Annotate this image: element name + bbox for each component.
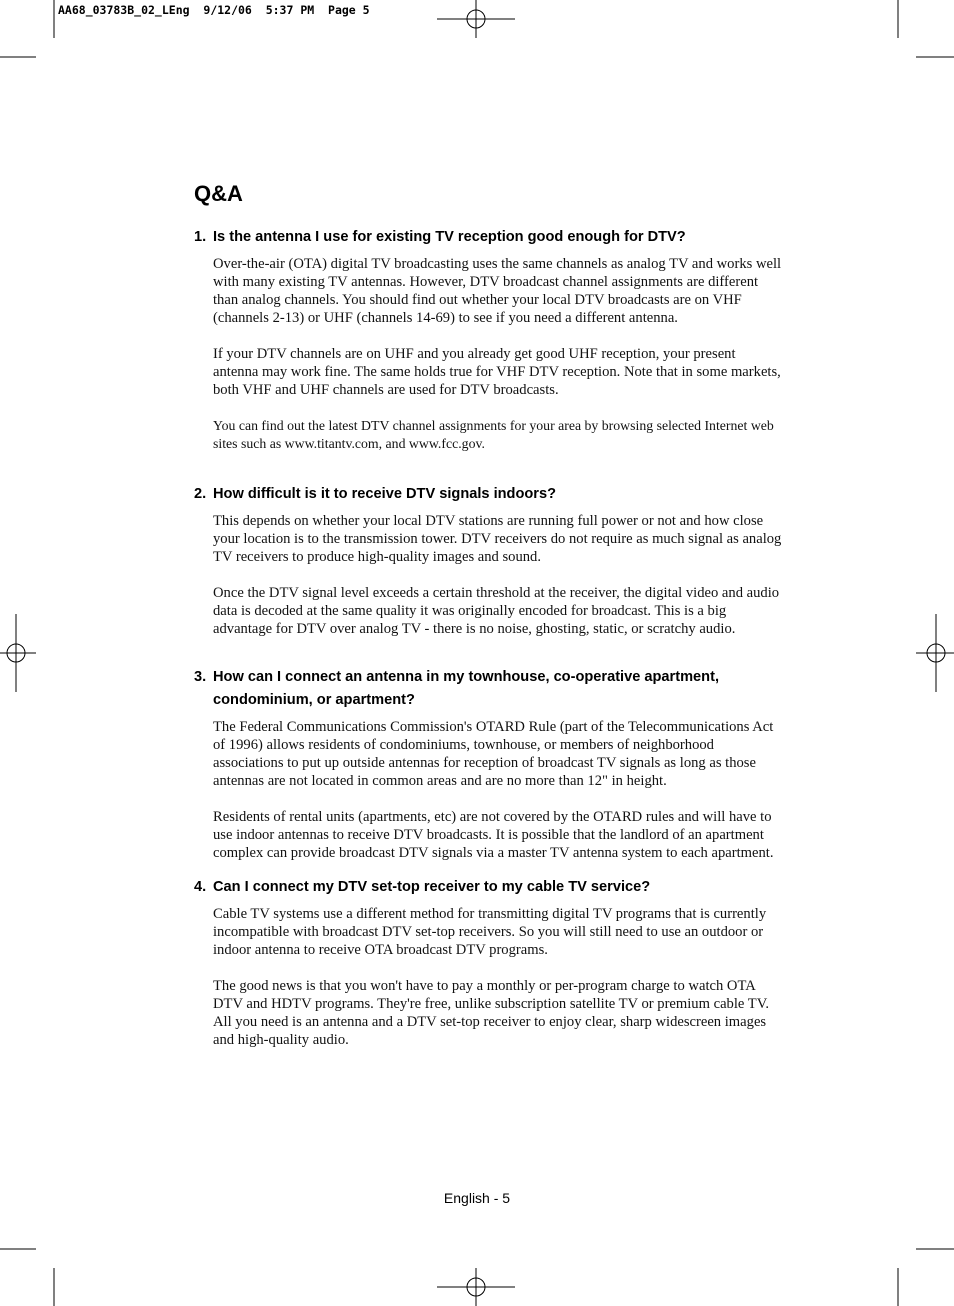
answer [213,255,783,453]
qa-item-3 [194,666,794,862]
print-slug: AA68_03783B_02_LEng 9/12/06 5:37 PM Page 5 [58,3,370,17]
answer [213,905,783,1049]
answer-paragraph: This depends on whether your local DTV stations are running full power or not and how close your location is to the transmission tower. DTV receivers do not require as much signal as analog TV receivers to produce high-quality images and sound. [213,513,782,565]
question-heading [194,226,794,249]
question-text: How can I connect an antenna in my townhouse, co-operative apartment, condominium, or apartment? [213,669,720,708]
question-number: 2. [194,486,207,502]
answer-paragraph: Cable TV systems use a different method for transmitting digital TV programs that is currently incompatible with broadcast DTV set-top receivers. So you will still need to use an outdoor or indoor antenna to receive OTA broadcast DTV programs. [213,906,767,958]
question-number: 3. [194,669,207,685]
answer-paragraph: Over-the-air (OTA) digital TV broadcasting uses the same channels as analog TV and works well with many existing TV antennas. However, DTV broadcast channel assignments are different than analog channels. You should find out whether your local DTV broadcasts are on VHF (channels 2-13) or UHF (channels 14-69) to see if you need a different antenna. [213,256,782,326]
answer-paragraph: The good news is that you won't have to pay a monthly or per-program charge to watch OTA DTV and HDTV programs. They're free, unlike subscription satellite TV or premium cable TV. All you need is an antenna and a DTV set-top receiver to enjoy clear, sharp widescreen images and high-quality audio. [213,978,769,1048]
question-heading [194,666,794,712]
answer-paragraph: Once the DTV signal level exceeds a certain threshold at the receiver, the digital video and audio data is decoded at the same quality it was originally encoded for broadcast. This is a big advantage for DTV over analog TV - there is no noise, ghosting, static, or scratchy audio. [213,585,780,637]
question-heading [194,483,794,506]
question-number: 1. [194,229,207,245]
answer [213,512,783,638]
question-number: 4. [194,879,207,895]
registration-mark-left [0,614,36,692]
question-text: Can I connect my DTV set-top receiver to my cable TV service? [213,879,651,895]
registration-mark-right [916,614,954,692]
page-footer: English - 5 [443,1190,511,1206]
qa-item-2 [194,483,794,638]
answer-paragraph: Residents of rental units (apartments, etc) are not covered by the OTARD rules and will have to use indoor antennas to receive DTV broadcasts. It is possible that the landlord of an apartment complex can provide broadcast DTV signals via a master TV antenna system to each apartment. [213,809,774,861]
registration-mark-bottom [437,1268,515,1306]
question-text: How difficult is it to receive DTV signals indoors? [213,486,557,502]
registration-mark-top [437,0,515,38]
question-heading [194,876,794,899]
answer-paragraph: If your DTV channels are on UHF and you already get good UHF reception, your present antenna may work fine. The same holds true for VHF DTV reception. Note that in some markets, both VHF and UHF channels are used for DTV broadcasts. [213,346,781,398]
qa-item-1 [194,226,794,453]
answer-paragraph: You can find out the latest DTV channel assignments for your area by browsing selected Internet web sites such as www.titantv.com, and www.fcc.gov. [213,418,774,451]
qa-item-4 [194,876,794,1049]
answer [213,718,783,862]
page-title: Q&A [194,181,243,206]
answer-paragraph: The Federal Communications Commission's OTARD Rule (part of the Telecommunications Act of 1996) allows residents of condominiums, townhouse, or members of neighborhood associations to put up outside antennas for reception of broadcast TV signals as long as those antennas are not located in common areas and are no more than 12" in height. [213,719,774,789]
qa-content [194,180,794,1049]
question-text: Is the antenna I use for existing TV reception good enough for DTV? [213,229,686,245]
